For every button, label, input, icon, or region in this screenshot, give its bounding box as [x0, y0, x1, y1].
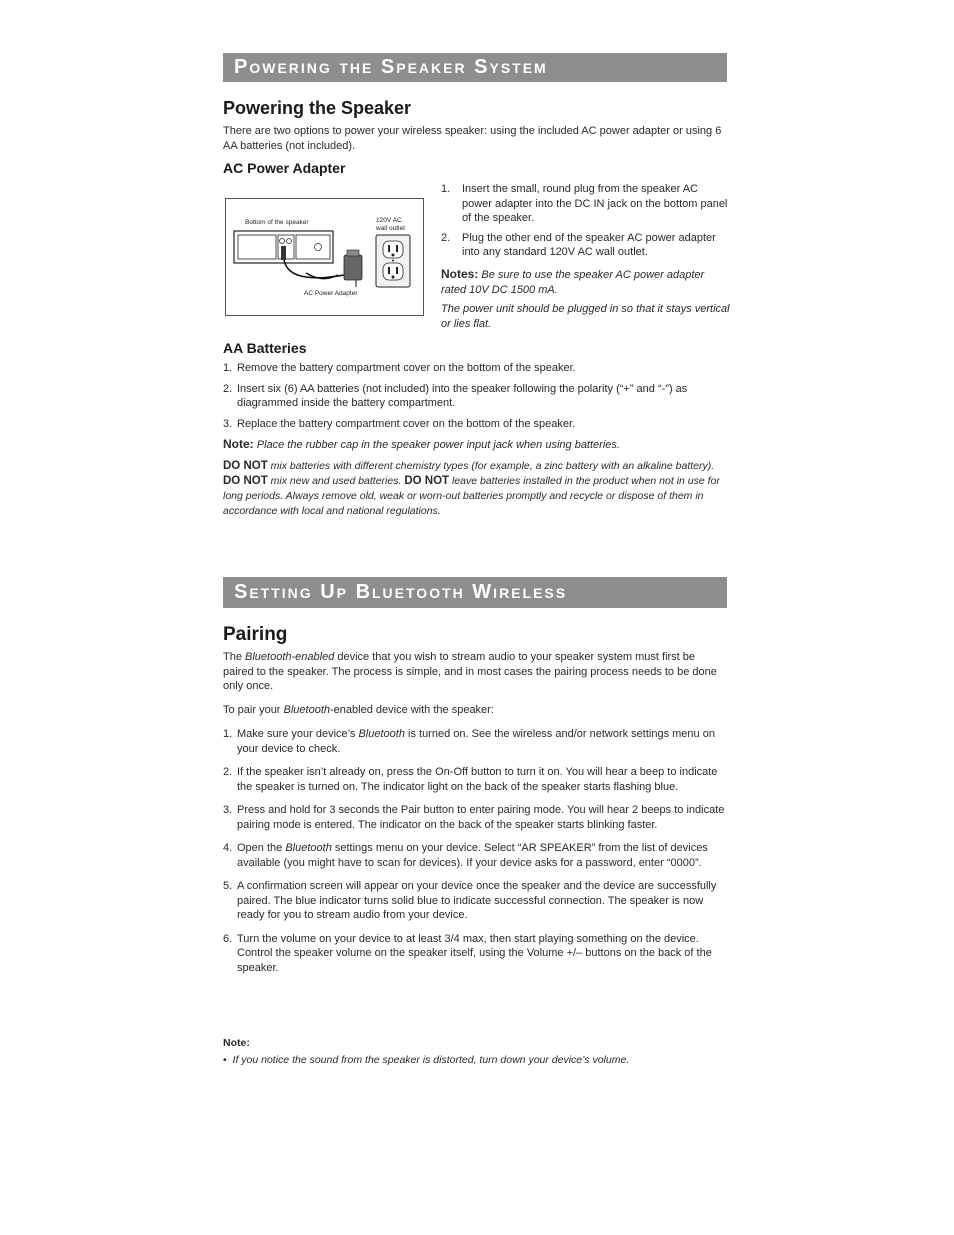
power-adapter-shape: [344, 255, 362, 280]
heading-powering-the-speaker: Powering the Speaker: [223, 98, 412, 118]
ac-adapter-illustration: [226, 199, 423, 315]
section-banner-powering: Powering the Speaker System: [223, 53, 727, 82]
list-item: 1. Make sure your device’s Bluetooth is turned on. See the wireless and/or network settings menu on your device to check.: [223, 728, 715, 755]
pairing-note-label: Note:: [223, 1037, 250, 1049]
powering-intro-text: There are two options to power your wireless speaker: using the included AC power adapter or using 6 AA batteries (not included).: [223, 125, 722, 152]
ac-notes-2: The power unit should be plugged in so that it stays vertical or lies flat.: [441, 303, 730, 330]
aa-note: Note: Place the rubber cap in the speaker power input jack when using batteries.: [223, 437, 620, 451]
list-item: 5. A confirmation screen will appear on your device once the speaker and the device are successfully paired. The blue indicator turns solid blue to indicate successful connection. The speaker is now ready for you to stream audio from your device.: [223, 880, 717, 921]
list-item: 4. Open the Bluetooth settings menu on your device. Select “AR SPEAKER” from the list of devices available (you might have to scan for devices). If your device asks for a password, enter “0000”.: [223, 842, 708, 869]
ac-notes: Notes: Be sure to use the speaker AC power adapter rated 10V DC 1500 mA.: [441, 267, 705, 296]
list-item: 3. Press and hold for 3 seconds the Pair button to enter pairing mode. You will hear 2 beeps to indicate pairing mode is entered. The indicator on the back of the speaker starts blinking faster.: [223, 804, 725, 831]
to-pair-text: To pair your Bluetooth-enabled device with the speaker:: [223, 704, 494, 716]
list-item: 2. Plug the other end of the speaker AC power adapter into any standard 120V AC wall outlet.: [441, 231, 716, 258]
list-item: 1. Remove the battery compartment cover on the bottom of the speaker.: [223, 362, 576, 374]
ac-steps-list: [441, 182, 731, 260]
ac-adapter-diagram: [225, 198, 424, 316]
heading-pairing: Pairing: [223, 624, 288, 645]
battery-warning: DO NOT mix batteries with different chemistry types (for example, a zinc battery with an alkaline battery). DO NOT mix new and used batteries. DO NOT leave batteries installed in the product when not in use for long periods. Always remove old, weak or worn-out batteries promptly and recycle or dispose of them in accordance with local and national regulations.: [223, 460, 720, 517]
list-item: 6. Turn the volume on your device to at least 3/4 max, then start playing something on the device. Control the speaker volume on the speaker itself, using the Volume +/– buttons on the back of the speaker.: [223, 932, 712, 974]
pairing-note-item: • If you notice the sound from the speaker is distorted, turn down your device’s volume.: [223, 1054, 630, 1066]
figure-label-adapter: AC Power Adapter: [304, 290, 358, 297]
section-banner-bluetooth: Setting Up Bluetooth Wireless: [223, 577, 727, 608]
figure-label-bottom: Bottom of the speaker: [245, 219, 309, 226]
list-item: 1. Insert the small, round plug from the speaker AC power adapter into the DC IN jack on the bottom panel of the speaker.: [441, 183, 728, 224]
pairing-steps-list: [223, 727, 728, 975]
heading-aa-batteries: AA Batteries: [223, 340, 307, 356]
list-item: 2. Insert six (6) AA batteries (not included) into the speaker following the polarity (“+” and “-”) as diagrammed inside the battery compartment.: [223, 382, 688, 409]
heading-ac-power-adapter: AC Power Adapter: [223, 160, 346, 176]
list-item: 3. Replace the battery compartment cover on the bottom of the speaker.: [223, 417, 576, 430]
aa-steps-list: [223, 361, 728, 431]
pairing-intro-text: The Bluetooth-enabled device that you wish to stream audio to your speaker system must first be paired to the speaker. The process is simple, and in most cases the pairing process needs to be done only once.: [223, 651, 717, 692]
figure-label-outlet-1: 120V AC: [376, 217, 402, 224]
list-item: 2. If the speaker isn’t already on, press the On-Off button to turn it on. You will hear a beep to indicate the speaker is turned on. The indicator light on the back of the speaker starts flashing blue.: [223, 766, 718, 793]
figure-label-outlet-2: wall outlet: [376, 225, 405, 232]
